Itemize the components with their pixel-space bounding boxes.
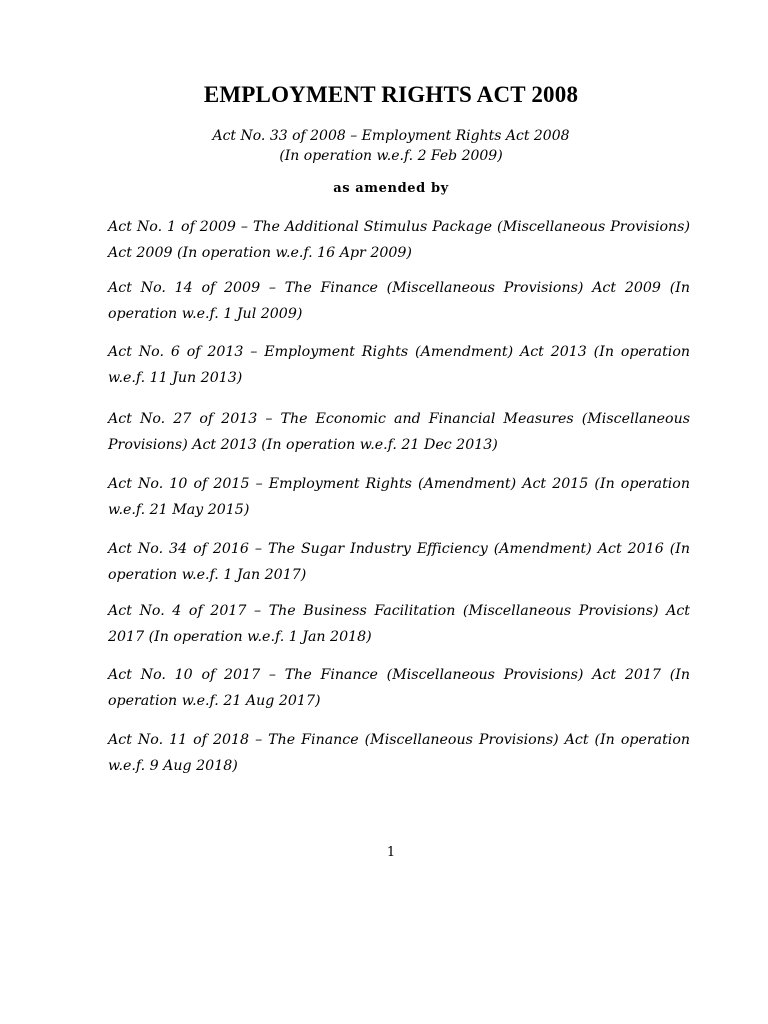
document-title: EMPLOYMENT RIGHTS ACT 2008	[203, 82, 579, 107]
page-number: 1	[386, 845, 396, 860]
operation-date: (In operation w.e.f. 2 Feb 2009)	[279, 148, 503, 164]
amendment-item: Act No. 27 of 2013 – The Economic and Financial Measures (Miscellaneous Provisions) Act 2013 (In operation w.e.f. 21 Dec 2013)	[108, 411, 690, 453]
amendment-item: Act No. 14 of 2009 – The Finance (Miscellaneous Provisions) Act 2009 (In operation w.e.f. 1 Jul 2009)	[108, 280, 690, 322]
amendment-item: Act No. 1 of 2009 – The Additional Stimulus Package (Miscellaneous Provisions) Act 2009 (In operation w.e.f. 16 Apr 2009)	[108, 219, 690, 261]
amended-by-heading: as amended by	[333, 181, 449, 196]
act-subtitle: Act No. 33 of 2008 – Employment Rights Act 2008	[212, 128, 570, 144]
amendment-item: Act No. 10 of 2015 – Employment Rights (Amendment) Act 2015 (In operation w.e.f. 21 May 2015)	[108, 476, 690, 518]
amendment-item: Act No. 11 of 2018 – The Finance (Miscellaneous Provisions) Act (In operation w.e.f. 9 Aug 2018)	[108, 732, 690, 774]
amendment-item: Act No. 4 of 2017 – The Business Facilitation (Miscellaneous Provisions) Act 2017 (In operation w.e.f. 1 Jan 2018)	[108, 603, 690, 645]
amendment-item: Act No. 10 of 2017 – The Finance (Miscellaneous Provisions) Act 2017 (In operation w.e.f. 21 Aug 2017)	[108, 667, 690, 709]
amendment-item: Act No. 6 of 2013 – Employment Rights (Amendment) Act 2013 (In operation w.e.f. 11 Jun 2013)	[108, 344, 690, 386]
amendment-item: Act No. 34 of 2016 – The Sugar Industry Efficiency (Amendment) Act 2016 (In operation w.e.f. 1 Jan 2017)	[108, 541, 690, 583]
